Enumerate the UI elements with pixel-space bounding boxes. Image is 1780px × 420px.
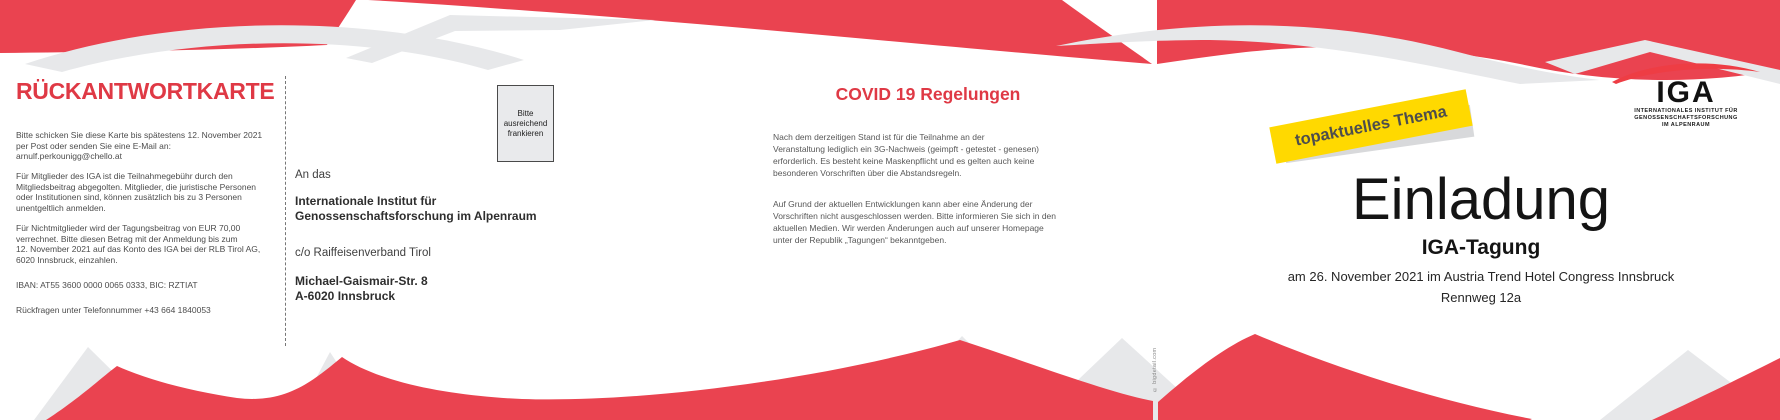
address-street: Michael-Gaismair-Str. 8 <box>295 274 428 288</box>
logo-wordmark: IGA <box>1656 76 1716 109</box>
address-care-of: c/o Raiffeisenverband Tirol <box>295 247 431 259</box>
fold-cut-line <box>285 76 286 346</box>
topic-banner-label: topaktuelles Thema <box>1293 102 1449 150</box>
reply-paragraph-iban: IBAN: AT55 3600 0000 0065 0333, BIC: RZTIAT <box>16 280 198 290</box>
cover-date-line: am 26. November 2021 im Austria Trend Hotel Congress Innsbruck <box>1287 269 1675 284</box>
iga-logo <box>1605 58 1767 128</box>
address-recipient: Internationale Institut für Genossenschaftsforschung im Alpenraum <box>295 194 537 223</box>
cover-subtitle: IGA-Tagung <box>1421 236 1541 259</box>
address-salutation: An das <box>295 169 331 181</box>
address-city: A-6020 Innsbruck <box>295 288 396 303</box>
reply-paragraph-fee: Für Nichtmitglieder wird der Tagungsbeitrag von EUR 70,00 verrechnet. Bitte diesen Betrag mit der Anmeldung bis zum 12. November 2021 auf das Konto des IGA bei der RLB Tirol AG, 6020 Innsbruck, einzahlen. <box>16 223 261 265</box>
postage-stamp-note: Bitte ausreichend frankieren <box>503 108 548 138</box>
address-street-city <box>295 274 428 303</box>
reply-card-title: RÜCKANTWORTKARTE <box>16 78 275 104</box>
cover-venue-line: Rennweg 12a <box>1440 290 1522 305</box>
bottom-red-wave-left <box>46 340 1153 420</box>
covid-paragraph-changes: Auf Grund der aktuellen Entwicklungen kann aber eine Änderung der Vorschriften nicht ausgeschlossen werden. Bitte informieren Sie sich in den aktuellen Medien. Wir werden Änderungen auch auf unserer Homepage unter der Republik „Tagungen“ bekanntgeben. <box>773 199 1057 246</box>
reply-paragraph-send: Bitte schicken Sie diese Karte bis spätestens 12. November 2021 per Post oder senden Sie eine E-Mail an: arnulf.perkounigg@chello.at <box>16 130 263 162</box>
covid-paragraph-status: Nach dem derzeitigen Stand ist für die Teilnahme an der Veranstaltung lediglich ein 3G-Nachweis (geimpft - getestet - genesen) erforderlich. Es besteht keine Maskenpflicht und es gelten auch keine besonderen Vorschriften über die Abstandsregeln. <box>773 132 1040 179</box>
postage-stamp-box <box>497 85 554 162</box>
reply-paragraph-members: Für Mitglieder des IGA ist die Teilnahmegebühr durch den Mitgliedsbeitrag abgegolten. Mitglieder, die juristische Personen oder Institutionen sind, können zusätzlich bis zu 3 Personen unentgeltlich anmelden. <box>16 171 257 213</box>
reply-paragraph-phone: Rückfragen unter Telefonnummer +43 664 1840053 <box>16 305 211 315</box>
bottom-red-wave-right <box>1158 334 1532 420</box>
covid-title: COVID 19 Regelungen <box>835 84 1021 104</box>
logo-caption: INTERNATIONALES INSTITUT FÜR GENOSSENSCHAFTSFORSCHUNG IM ALPENRAUM <box>1634 108 1738 128</box>
cover-title: Einladung <box>1352 167 1610 232</box>
photo-credit: © bigdetail.com <box>1152 347 1158 392</box>
